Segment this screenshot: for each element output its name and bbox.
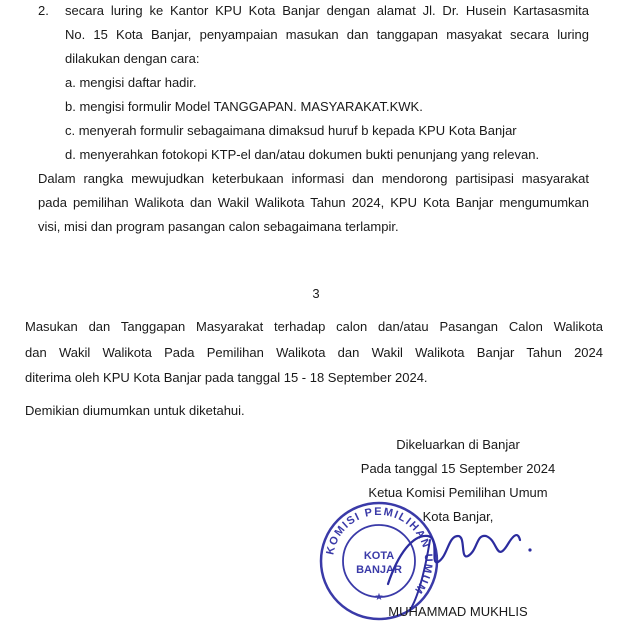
para1-line2: pada pemilihan Walikota dan Wakil Walikota Tahun 2024, KPU Kota Banjar mengumumkan [38,195,589,210]
handwritten-signature [368,514,538,614]
official-position-city: Kota Banjar, [422,509,494,524]
stamp-center-line2: BANJAR [356,564,402,576]
official-name: MUHAMMAD MUKHLIS [388,604,528,619]
official-position: Ketua Komisi Pemilihan Umum [368,485,548,500]
item2-line2: No. 15 Kota Banjar, penyampaian masukan dan tanggapan masyakat secara luring [65,27,589,42]
para1-line3: visi, misi dan program pasangan calon sebagaimana terlampir. [38,219,399,234]
item2-line1: secara luring ke Kantor KPU Kota Banjar dengan alamat Jl. Dr. Husein Kartasasmita [65,3,589,18]
sub-item-b: b. mengisi formulir Model TANGGAPAN. MASYARAKAT.KWK. [65,99,423,114]
sub-item-d: d. menyerahkan fotokopi KTP-el dan/atau dokumen bukti penunjang yang relevan. [65,147,540,162]
sub-item-a: a. mengisi daftar hadir. [65,75,197,90]
star-icon: ★ [374,592,384,603]
para1-line1: Dalam rangka mewujudkan keterbukaan informasi dan mendorong partisipasi masyarakat [38,171,589,186]
para2-line3: diterima oleh KPU Kota Banjar pada tanggal 15 - 18 September 2024. [25,370,428,385]
para2-line2: dan Wakil Walikota Pada Pemilihan Walikota dan Wakil Walikota Banjar Tahun 2024 [25,345,603,360]
para2-line1: Masukan dan Tanggapan Masyarakat terhadap calon dan/atau Pasangan Calon Walikota [25,319,603,334]
sub-item-c: c. menyerah formulir sebagaimana dimaksud huruf b kepada KPU Kota Banjar [65,123,517,138]
stamp-ring-text: KOMISI PEMILIHAN UMUM [324,505,435,597]
closing-statement: Demikian diumumkan untuk diketahui. [25,403,245,418]
issued-date: Pada tanggal 15 September 2024 [360,461,556,476]
issued-place: Dikeluarkan di Banjar [396,437,520,452]
item2-line3: dilakukan dengan cara: [65,51,200,66]
stamp-center-line1: KOTA [363,550,395,562]
page-number: 3 [312,286,320,301]
list-number: 2. [38,3,49,18]
